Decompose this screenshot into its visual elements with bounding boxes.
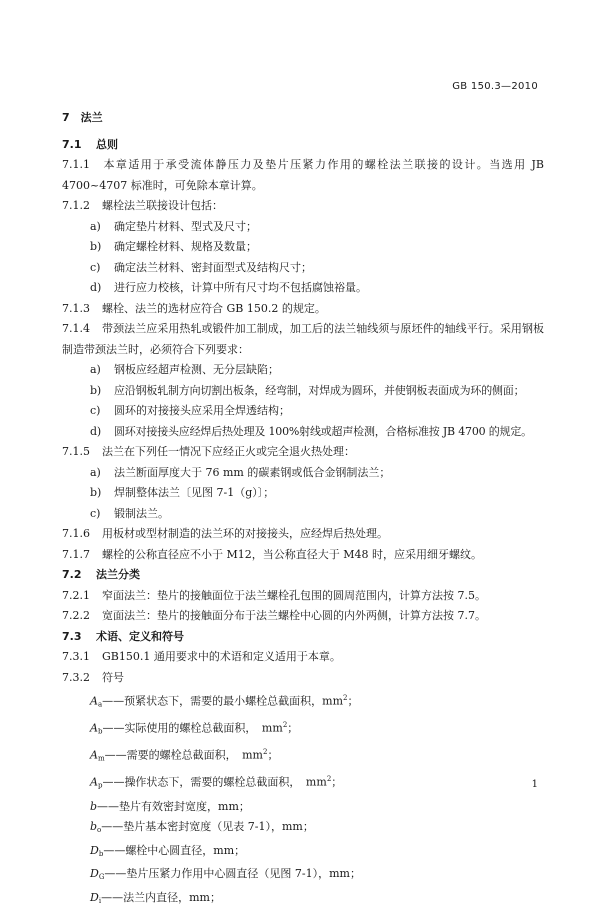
para-7-1-4 — [62, 319, 544, 360]
symbol-description: ——实际使用的螺栓总截面积， mm — [102, 721, 283, 735]
symbol-definition — [62, 888, 544, 911]
heading-text: 术语、定义和符号 — [96, 629, 184, 643]
para-number: 7.1.1 — [62, 158, 90, 171]
symbol-description: ——螺栓中心圆直径，mm； — [103, 843, 246, 857]
list-key: d) — [90, 281, 102, 294]
para-7-3-1 — [62, 647, 544, 668]
list-key: c) — [90, 260, 101, 274]
para-number: 7.1.4 — [62, 322, 90, 335]
symbol-subscript: o — [97, 826, 102, 835]
symbol-definition — [62, 841, 544, 865]
heading-number: 7.1 — [62, 137, 82, 151]
heading-7-3 — [62, 627, 544, 648]
symbol-description: ——预紧状态下，需要的最小螺栓总截面积，mm — [102, 694, 344, 708]
symbol-tail: ； — [287, 721, 299, 735]
symbol-base: A — [90, 748, 98, 762]
list-item — [62, 278, 544, 299]
symbol-subscript: b — [97, 727, 103, 736]
para-number: 7.1.6 — [62, 527, 90, 540]
symbol-base: A — [90, 776, 98, 790]
list-item — [62, 381, 544, 402]
symbol-description: ——法兰内直径，mm； — [101, 890, 221, 904]
section-title: 7 法兰 — [62, 111, 103, 124]
unit-superscript: 2 — [326, 775, 332, 784]
para-7-2-2 — [62, 606, 544, 627]
symbol-subscript: i — [98, 896, 102, 905]
list-text: 圆环的对接接头应采用全焊透结构； — [114, 404, 290, 417]
para-7-1-1 — [62, 155, 544, 196]
heading-text: 法兰分类 — [96, 568, 140, 581]
symbol-base: A — [90, 721, 98, 735]
para-number: 7.3.1 — [62, 650, 90, 663]
list-text: 法兰断面厚度大于 76 mm 的碳素钢或低合金钢制法兰； — [114, 465, 391, 479]
para-7-2-1 — [62, 586, 544, 607]
heading-text: 总则 — [96, 137, 118, 151]
symbol-base: D — [90, 843, 99, 857]
list-key: b) — [90, 240, 102, 253]
para-number: 7.1.5 — [62, 445, 90, 458]
symbol-base: b — [90, 820, 98, 834]
heading-number: 7.3 — [62, 629, 82, 643]
list-text: 确定螺栓材料、规格及数量； — [114, 240, 257, 253]
list-key: c) — [90, 506, 101, 520]
list-key: b) — [90, 486, 102, 499]
para-7-3-2 — [62, 668, 544, 689]
para-text: 宽面法兰：垫片的接触面分布于法兰螺栓中心圆的内外两侧，计算方法按 7.7。 — [102, 609, 486, 622]
para-text: 螺栓的公称直径应不小于 M12，当公称直径大于 M48 时，应采用细牙螺纹。 — [102, 547, 483, 561]
symbol-description: ——需要的螺栓总截面积， mm — [104, 748, 263, 762]
symbol-description: ——垫片基本密封宽度（见表 7-1），mm； — [101, 820, 314, 834]
para-7-1-3 — [62, 299, 544, 320]
symbol-base: b — [90, 799, 98, 813]
heading-7-1 — [62, 135, 544, 156]
list-item — [62, 217, 544, 238]
list-key: b) — [90, 383, 101, 397]
symbol-subscript: a — [97, 700, 103, 709]
para-text: 螺栓、法兰的选材应符合 GB 150.2 的规定。 — [102, 301, 326, 315]
para-number: 7.1.3 — [62, 301, 90, 315]
page-number: 1 — [531, 779, 538, 790]
para-number: 7.3.2 — [62, 670, 90, 684]
para-7-1-7 — [62, 545, 544, 566]
symbol-definition — [62, 864, 544, 888]
document-body — [62, 108, 544, 911]
heading-7-2 — [62, 565, 544, 586]
unit-superscript: 2 — [343, 694, 348, 702]
symbol-definition — [62, 797, 544, 818]
symbol-list — [62, 688, 544, 911]
list-item — [62, 360, 544, 381]
list-item — [62, 422, 544, 443]
symbol-base: A — [90, 694, 98, 708]
list-item — [62, 237, 544, 258]
list-item — [62, 258, 544, 279]
para-7-1-2 — [62, 196, 544, 217]
para-text: 带颈法兰应采用热轧或锻件加工制成，加工后的法兰轴线须与原坯件的轴线平行。采用钢板制造带颈法兰时，必须符合下列要求： — [62, 322, 544, 356]
symbol-tail: ； — [347, 694, 359, 708]
list-item — [62, 463, 544, 484]
symbol-definition — [62, 742, 544, 769]
symbol-description: ——垫片有效密封宽度，mm； — [97, 799, 250, 813]
para-text: GB150.1 通用要求中的术语和定义适用于本章。 — [102, 650, 341, 663]
list-text: 焊制整体法兰〔见图 7-1（g）〕； — [114, 486, 275, 499]
list-key: a) — [90, 363, 101, 376]
para-number: 7.2.1 — [62, 588, 90, 602]
unit-superscript: 2 — [282, 721, 288, 730]
symbol-subscript: b — [98, 849, 104, 858]
para-text: 窄面法兰：垫片的接触面位于法兰螺栓孔包围的圆周范围内，计算方法按 7.5。 — [102, 588, 486, 602]
symbol-definition — [62, 715, 544, 742]
list-text: 锻制法兰。 — [114, 506, 169, 520]
list-text: 确定法兰材料、密封面型式及结构尺寸； — [114, 260, 312, 274]
para-text: 法兰在下列任一情况下应经正火或完全退火热处理： — [102, 445, 355, 458]
para-text: 本章适用于承受流体静压力及垫片压紧力作用的螺栓法兰联接的设计。当选用 JB 4700~4707 标准时，可免除本章计算。 — [62, 158, 544, 192]
standard-code: GB 150.3—2010 — [452, 81, 538, 92]
symbol-description: ——垫片压紧力作用中心圆直径（见图 7-1），mm； — [104, 867, 361, 881]
list-item — [62, 401, 544, 422]
symbol-definition — [62, 688, 544, 715]
list-item — [62, 483, 544, 504]
para-7-1-5 — [62, 442, 544, 463]
symbol-definition — [62, 769, 544, 796]
symbol-subscript: p — [97, 782, 103, 791]
symbol-tail: ； — [267, 748, 279, 762]
para-text: 螺栓法兰联接设计包括： — [102, 199, 223, 212]
para-7-1-6 — [62, 524, 544, 545]
para-number: 7.1.2 — [62, 199, 90, 212]
para-number: 7.2.2 — [62, 609, 90, 622]
list-item — [62, 504, 544, 525]
para-text: 符号 — [102, 670, 124, 684]
symbol-description: ——操作状态下，需要的螺栓总截面积， mm — [102, 776, 327, 790]
para-number: 7.1.7 — [62, 547, 90, 561]
symbol-subscript: m — [97, 754, 105, 763]
symbol-definition — [62, 817, 544, 841]
list-key: a) — [90, 465, 101, 479]
list-key: c) — [90, 404, 101, 417]
symbol-base: D — [90, 867, 99, 881]
list-text: 进行应力校核，计算中所有尺寸均不包括腐蚀裕量。 — [114, 281, 367, 294]
symbol-tail: ； — [331, 776, 343, 790]
list-text: 应沿钢板轧制方向切割出板条，经弯制，对焊成为圆环，并使钢板表面成为环的侧面； — [114, 383, 525, 397]
unit-superscript: 2 — [262, 748, 268, 757]
list-key: d) — [90, 424, 101, 438]
symbol-base: D — [90, 890, 99, 904]
list-key: a) — [90, 219, 101, 233]
list-text: 圆环对接接头应经焊后热处理及 100%射线或超声检测，合格标准按 JB 4700 的规定。 — [114, 424, 532, 438]
list-text: 钢板应经超声检测、无分层缺陷； — [114, 363, 279, 376]
para-text: 用板材或型材制造的法兰环的对接接头，应经焊后热处理。 — [102, 527, 388, 540]
heading-number: 7.2 — [62, 568, 82, 581]
list-text: 确定垫片材料、型式及尺寸； — [114, 219, 257, 233]
symbol-subscript: G — [98, 873, 105, 882]
